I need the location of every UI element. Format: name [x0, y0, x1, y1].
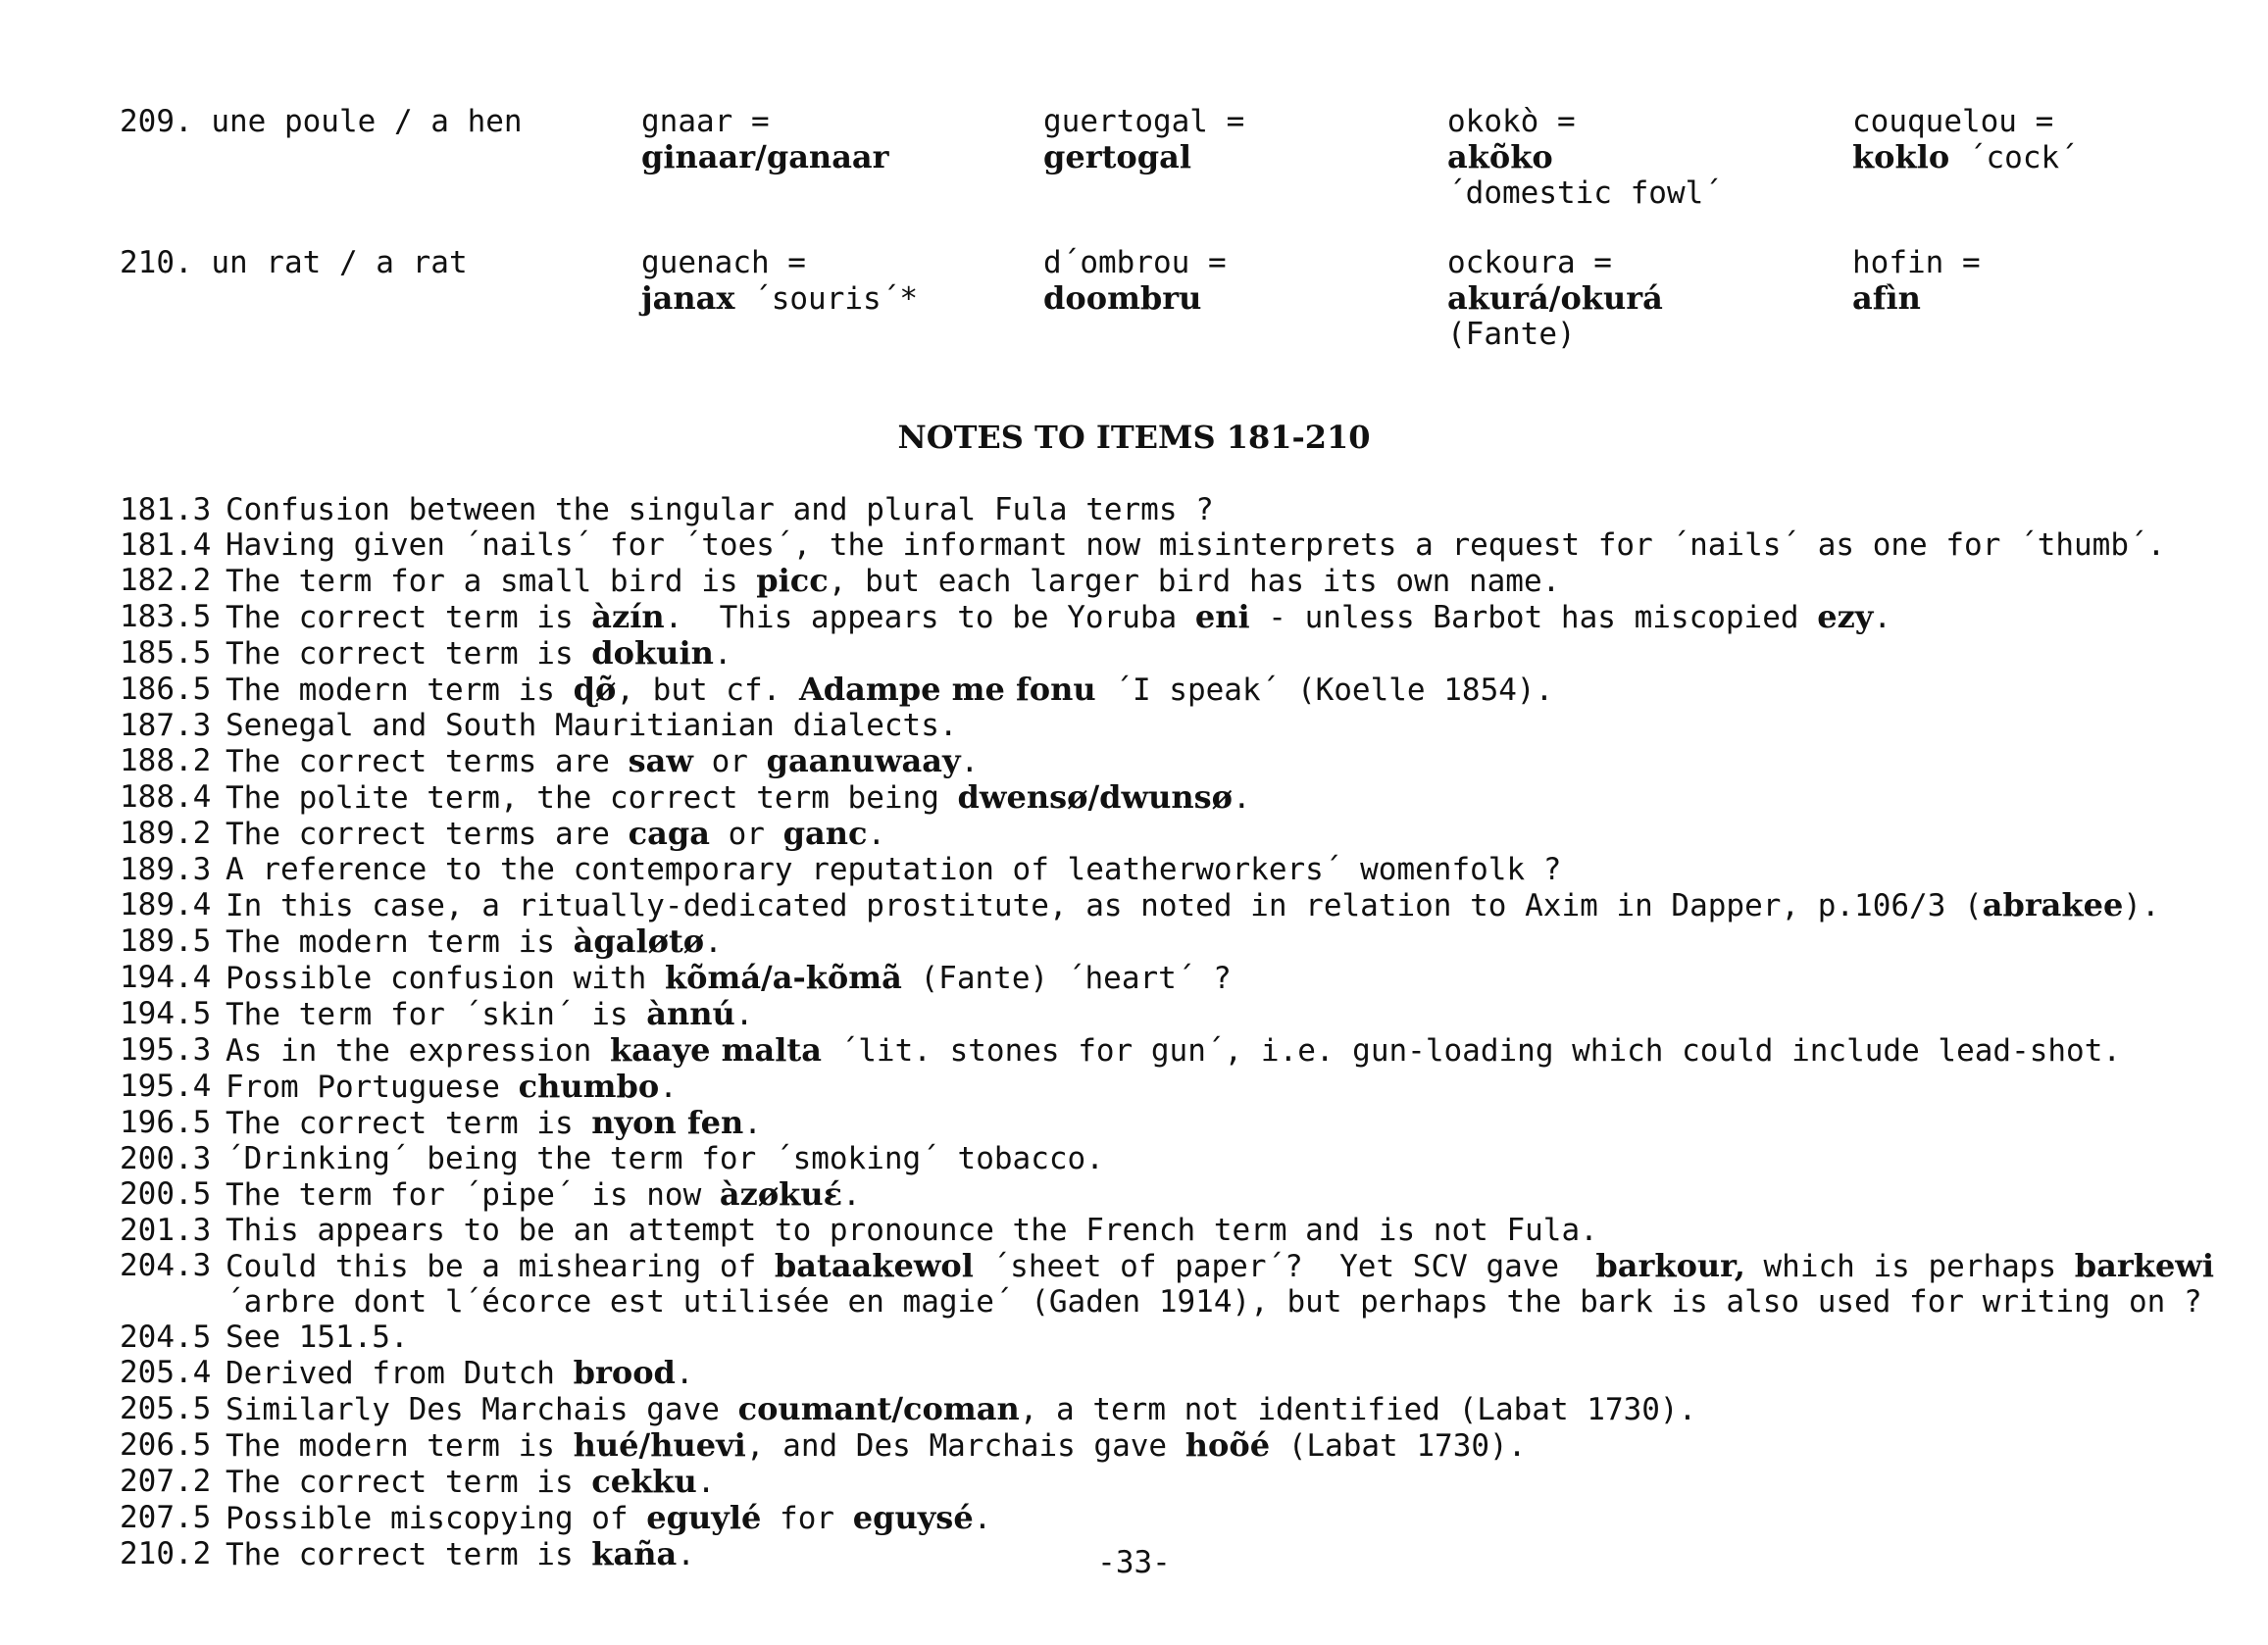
term-line: [641, 245, 918, 280]
note-row: [120, 635, 2267, 672]
entry-term: [1447, 104, 1722, 211]
note-row: [120, 852, 2267, 887]
note-text: [226, 1391, 2260, 1427]
entry-term: [641, 104, 889, 175]
note-text-segment: The correct term is: [226, 1537, 592, 1572]
note-row: [120, 1213, 2267, 1248]
bold-term: cekku: [591, 1463, 697, 1500]
entry-label: 210. un rat / a rat: [120, 245, 468, 280]
term-text: ´souris´*: [734, 281, 919, 317]
note-row: [120, 1032, 2267, 1069]
note-number: 186.5: [120, 672, 212, 707]
note-number: 181.4: [120, 527, 212, 563]
note-text: [226, 1213, 2260, 1248]
bold-term: abrakee: [1982, 886, 2124, 923]
entry-label: 209. une poule / a hen: [120, 104, 523, 139]
term-line: [1852, 139, 2078, 175]
note-text-segment: Possible miscopying of: [226, 1501, 647, 1536]
note-text-segment: From Portuguese: [226, 1070, 519, 1105]
note-text-segment: . This appears to be Yoruba: [664, 600, 1195, 635]
bold-term: eguysé: [852, 1499, 974, 1536]
term-text: hofin =: [1852, 245, 1981, 280]
term-line: [1043, 104, 1244, 139]
note-text: [226, 1464, 2260, 1500]
term-line: [1043, 280, 1227, 317]
note-text-segment: The term for a small bird is: [226, 564, 757, 599]
bold-term: kõmá/a-kõmã: [664, 959, 902, 996]
note-text: [226, 1427, 2260, 1464]
entry-term: [1447, 245, 1663, 352]
note-number: 188.2: [120, 743, 212, 778]
bold-term: picc: [756, 562, 829, 599]
bold-term: kaña: [591, 1535, 678, 1572]
note-text-segment: See 151.5.: [226, 1320, 409, 1355]
note-text-segment: .: [743, 1106, 762, 1141]
note-number: 188.4: [120, 779, 212, 815]
note-text-segment: ).: [2123, 888, 2160, 923]
term-line: [1852, 245, 1981, 280]
entry-term: [1043, 104, 1244, 175]
note-row: [120, 960, 2267, 996]
bold-term: hoõé: [1184, 1426, 1271, 1464]
bold-term: eni: [1194, 598, 1250, 635]
bold-term: hué/huevi: [573, 1426, 746, 1464]
note-number: 205.5: [120, 1391, 212, 1426]
note-text-segment: ´Drinking´ being the term for ´smoking´ tobacco.: [226, 1141, 1104, 1176]
note-row: [120, 1391, 2267, 1427]
note-row: [120, 996, 2267, 1032]
note-text-segment: The correct term is: [226, 600, 592, 635]
note-text-segment: The correct terms are: [226, 817, 629, 852]
note-text-segment: As in the expression: [226, 1033, 610, 1069]
bold-term: eguylé: [646, 1499, 762, 1536]
term-line: [1447, 139, 1722, 175]
note-text: [226, 563, 2260, 599]
note-text-segment: The correct term is: [226, 1106, 592, 1141]
bold-term: brood: [573, 1354, 676, 1391]
term-text: d´ombrou =: [1043, 245, 1227, 280]
entry-term: [1852, 104, 2078, 175]
term-line: [1447, 104, 1722, 139]
note-text-segment: .: [842, 1177, 861, 1213]
bold-term: kaaye malta: [609, 1031, 822, 1069]
note-row: [120, 672, 2267, 708]
note-text-segment: (Fante) ´heart´ ?: [901, 961, 1232, 996]
note-text-segment: The correct term is: [226, 1465, 592, 1500]
note-number: 195.4: [120, 1069, 212, 1104]
bold-term: dokuin: [591, 634, 714, 672]
bold-term: akõko: [1447, 138, 1553, 175]
note-text-segment: - unless Barbot has miscopied: [1249, 600, 1818, 635]
term-line: [1852, 104, 2078, 139]
note-row: [120, 1464, 2267, 1500]
note-text-segment: The correct term is: [226, 636, 592, 672]
note-number: 181.3: [120, 492, 212, 527]
entry-term: [1043, 245, 1227, 317]
note-text-segment: This appears to be an attempt to pronounce the French term and is not Fula.: [226, 1213, 1598, 1248]
note-text-segment: .: [659, 1070, 678, 1105]
note-text-segment: The term for ´pipe´ is now: [226, 1177, 720, 1213]
note-number: 205.4: [120, 1355, 212, 1390]
note-text-segment: The term for ´skin´ is: [226, 997, 647, 1032]
bold-term: chumbo: [518, 1068, 660, 1105]
note-text: [226, 527, 2260, 563]
note-number: 194.4: [120, 960, 212, 995]
note-text-segment: A reference to the contemporary reputation of leatherworkers´ womenfolk ?: [226, 852, 1562, 887]
note-text-segment: .: [973, 1501, 992, 1536]
note-number: 207.2: [120, 1464, 212, 1499]
note-text: [226, 1248, 2260, 1320]
note-text-segment: In this case, a ritually-dedicated prostitute, as noted in relation to Axim in Dapper, p.106/3 (: [226, 888, 1983, 923]
bold-term: nyon fen: [591, 1104, 744, 1141]
note-text-segment: , and Des Marchais gave: [745, 1428, 1185, 1464]
bold-term: ganc: [782, 815, 868, 852]
note-number: 210.2: [120, 1536, 212, 1571]
note-row: [120, 1248, 2267, 1320]
note-text-segment: Having given ´nails´ for ´toes´, the informant now misinterprets a request for ´nails´ as one for ´thumb´.: [226, 527, 2166, 563]
bold-term: ɖø̃: [573, 671, 617, 708]
bold-term: akurá/okurá: [1447, 279, 1663, 317]
term-text: ockoura =: [1447, 245, 1612, 280]
term-text: okokò =: [1447, 104, 1576, 139]
note-text: [226, 1176, 2260, 1213]
note-number: 206.5: [120, 1427, 212, 1463]
notes-list: [120, 492, 2267, 1572]
note-text-segment: .: [675, 1356, 694, 1391]
bold-term: ànnú: [646, 995, 735, 1032]
note-text-segment: , but each larger bird has its own name.: [828, 564, 1561, 599]
note-row: [120, 1141, 2267, 1176]
term-line: [1043, 139, 1244, 175]
note-text-segment: Senegal and South Mauritianian dialects.: [226, 708, 958, 743]
note-text-segment: The modern term is: [226, 673, 574, 708]
bold-term: ginaar/ganaar: [641, 138, 889, 175]
term-line: [1852, 280, 1981, 317]
bold-term: gaanuwaay: [766, 742, 961, 779]
note-text-segment: which is perhaps: [1744, 1249, 2075, 1284]
note-text-segment: .: [677, 1537, 695, 1572]
note-row: [120, 743, 2267, 779]
note-text: [226, 1355, 2260, 1391]
term-text: ´domestic fowl´: [1447, 175, 1722, 211]
note-number: 189.2: [120, 816, 212, 851]
note-row: [120, 923, 2267, 960]
note-text: [226, 996, 2260, 1032]
note-text-segment: ´sheet of paper´? Yet SCV gave: [973, 1249, 1596, 1284]
note-number: 187.3: [120, 708, 212, 743]
note-text: [226, 960, 2260, 996]
bold-term: doombru: [1043, 279, 1202, 317]
note-number: 200.5: [120, 1176, 212, 1212]
bold-term: janax: [641, 279, 735, 317]
term-line: [1447, 175, 1722, 211]
note-text-segment: ´lit. stones for gun´, i.e. gun-loading which could include lead-shot.: [821, 1033, 2122, 1069]
note-text: [226, 1320, 2260, 1355]
note-text-segment: The polite term, the correct term being: [226, 780, 958, 816]
note-row: [120, 1069, 2267, 1105]
note-text: [226, 1069, 2260, 1105]
note-text-segment: Similarly Des Marchais gave: [226, 1392, 738, 1427]
note-number: 183.5: [120, 599, 212, 634]
note-text-segment: .: [1873, 600, 1892, 635]
note-text: [226, 492, 2260, 527]
term-text: (Fante): [1447, 317, 1576, 352]
term-line: [641, 104, 889, 139]
note-text-segment: ´arbre dont l´écorce est utilisée en magie´ (Gaden 1914), but perhaps the bark is also used for writing on ?: [226, 1249, 2233, 1320]
note-number: 196.5: [120, 1105, 212, 1140]
bold-term: barkewi: [2074, 1247, 2214, 1284]
note-text-segment: Could this be a mishearing of: [226, 1249, 775, 1284]
note-text: [226, 1500, 2260, 1536]
note-row: [120, 887, 2267, 923]
note-row: [120, 1320, 2267, 1355]
note-number: 204.3: [120, 1248, 212, 1283]
note-text: [226, 887, 2260, 923]
note-text-segment: .: [734, 997, 754, 1032]
bold-term: àzøkuɛ́: [719, 1175, 843, 1213]
entry-term: [641, 245, 918, 317]
bold-term: ezy: [1817, 598, 1874, 635]
note-number: 185.5: [120, 635, 212, 671]
note-text-segment: (Labat 1730).: [1270, 1428, 1527, 1464]
note-text-segment: The correct terms are: [226, 744, 629, 779]
page-number: -33-: [1097, 1545, 1171, 1580]
term-line: [641, 280, 918, 317]
note-text: [226, 779, 2260, 816]
note-row: [120, 563, 2267, 599]
note-text: [226, 852, 2260, 887]
note-row: [120, 527, 2267, 563]
bold-term: gertogal: [1043, 138, 1191, 175]
note-row: [120, 779, 2267, 816]
note-text-segment: The modern term is: [226, 924, 574, 960]
bold-term: afìn: [1852, 279, 1921, 317]
note-number: 204.5: [120, 1320, 212, 1355]
note-text: [226, 1105, 2260, 1141]
note-text-segment: .: [704, 924, 723, 960]
note-text: [226, 816, 2260, 852]
bold-term: coumant/coman: [737, 1390, 1020, 1427]
note-text-segment: .: [696, 1465, 716, 1500]
note-number: 207.5: [120, 1500, 212, 1535]
note-text: [226, 672, 2260, 708]
bold-term: dwensø/dwunsø: [957, 778, 1233, 816]
note-row: [120, 816, 2267, 852]
note-number: 189.3: [120, 852, 212, 887]
note-text: [226, 708, 2260, 743]
bold-term: barkour,: [1595, 1247, 1745, 1284]
note-text-segment: , but cf.: [616, 673, 799, 708]
note-text: [226, 743, 2260, 779]
note-text-segment: .: [713, 636, 732, 672]
term-text: gnaar =: [641, 104, 770, 139]
term-line: [641, 139, 889, 175]
term-line: [1447, 317, 1663, 352]
note-row: [120, 1427, 2267, 1464]
term-text: guenach =: [641, 245, 806, 280]
note-text-segment: .: [1232, 780, 1251, 816]
note-number: 195.3: [120, 1032, 212, 1068]
note-number: 194.5: [120, 996, 212, 1031]
note-row: [120, 1176, 2267, 1213]
note-text-segment: or: [709, 817, 783, 852]
note-number: 200.3: [120, 1141, 212, 1176]
note-text-segment: The modern term is: [226, 1428, 574, 1464]
bold-term: saw: [628, 742, 693, 779]
note-row: [120, 1500, 2267, 1536]
note-text-segment: for: [761, 1501, 853, 1536]
note-text-segment: Possible confusion with: [226, 961, 665, 996]
bold-term: àzín: [591, 598, 665, 635]
note-row: [120, 1105, 2267, 1141]
note-row: [120, 492, 2267, 527]
bold-term: koklo: [1852, 138, 1950, 175]
note-number: 182.2: [120, 563, 212, 598]
bold-term: àgaløtø: [573, 922, 705, 960]
bold-term: bataakewol: [774, 1247, 974, 1284]
note-number: 201.3: [120, 1213, 212, 1248]
bold-term: caga: [628, 815, 710, 852]
note-row: [120, 708, 2267, 743]
bold-term: Adampe me fonu: [798, 671, 1096, 708]
note-text-segment: .: [867, 817, 886, 852]
note-number: 189.5: [120, 923, 212, 959]
note-text-segment: Confusion between the singular and plural Fula terms ?: [226, 492, 1214, 527]
note-row: [120, 599, 2267, 635]
note-number: 189.4: [120, 887, 212, 922]
entry-term: [1852, 245, 1981, 317]
note-text-segment: .: [960, 744, 980, 779]
term-line: [1447, 280, 1663, 317]
note-text: [226, 635, 2260, 672]
term-text: ´cock´: [1949, 140, 2078, 175]
note-text: [226, 1141, 2260, 1176]
notes-heading: NOTES TO ITEMS 181-210: [897, 419, 1371, 456]
term-text: couquelou =: [1852, 104, 2054, 139]
note-text-segment: , a term not identified (Labat 1730).: [1019, 1392, 1697, 1427]
note-text-segment: or: [692, 744, 767, 779]
term-line: [1447, 245, 1663, 280]
note-text: [226, 599, 2260, 635]
term-text: guertogal =: [1043, 104, 1245, 139]
note-text: [226, 923, 2260, 960]
note-text-segment: ´I speak´ (Koelle 1854).: [1095, 673, 1554, 708]
note-text: [226, 1032, 2260, 1069]
note-row: [120, 1355, 2267, 1391]
term-line: [1043, 245, 1227, 280]
note-text-segment: Derived from Dutch: [226, 1356, 574, 1391]
